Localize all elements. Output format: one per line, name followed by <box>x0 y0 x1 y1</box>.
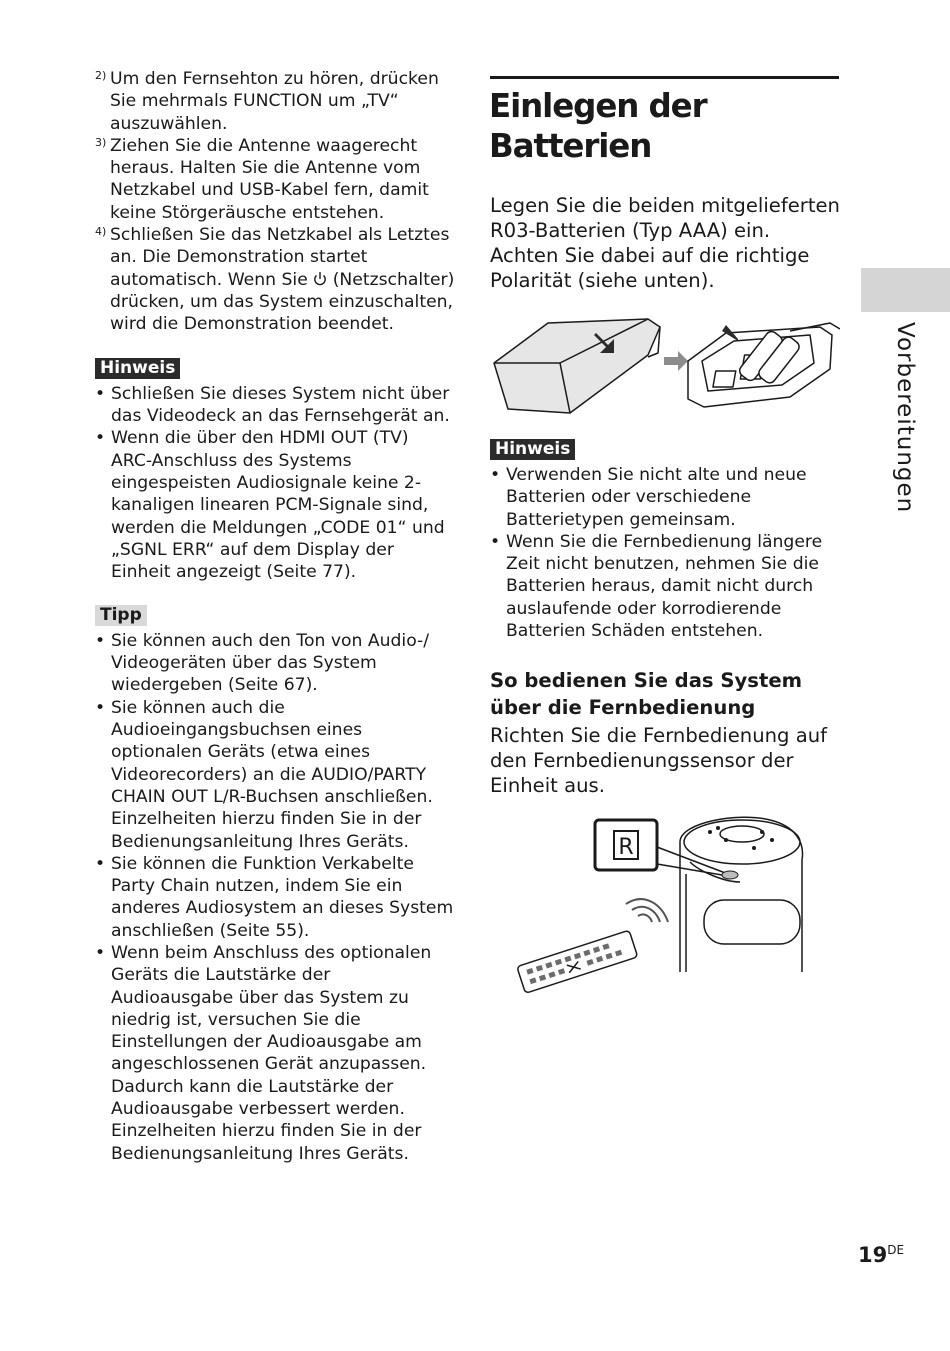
list-item: • Schließen Sie dieses System nicht über das Videodeck an das Fernsehgerät an. <box>95 383 450 427</box>
list-item: • Sie können auch den Ton von Audio-/ Videogeräten über das System wiedergeben (Seite 67). <box>95 630 430 696</box>
footnote-4 <box>95 224 455 335</box>
page-number-value: 19 <box>858 1243 888 1267</box>
hinweis-label: Hinweis <box>490 439 575 460</box>
hinweis-label: Hinweis <box>95 358 180 379</box>
right-column <box>490 76 840 1002</box>
tipp-label: Tipp <box>95 605 147 626</box>
list-item: • Wenn beim Anschluss des optionalen Geräts die Lautstärke der Audioausgabe über das System zu niedrig ist, versuchen Sie die Einstellungen der Audioausgabe am angeschlossenen Gerät anzupassen. Dadurch kann die Lautstärke der Audioausgabe verbessert werden. Einzelheiten hierzu finden Sie in der Bedienungsanleitung Ihres Geräts. <box>95 942 432 1164</box>
battery-illustration <box>490 313 840 418</box>
list-item: • Wenn die über den HDMI OUT (TV) ARC-Anschluss des Systems eingespeisten Audiosignale keine 2-kanaligen linearen PCM-Signale sind, werden die Meldungen „CODE 01“ und „SGNL ERR“ auf dem Display der Einheit angezeigt (Seite 77). <box>95 428 445 583</box>
page-number-suffix: DE <box>887 1243 905 1257</box>
footnote-text <box>110 224 455 335</box>
page-title: Einlegen der Batterien <box>489 87 707 165</box>
hinweis-section-right <box>490 439 840 642</box>
list-item: • Verwenden Sie nicht alte und neue Batterien oder verschiedene Batterietypen gemeinsam. <box>490 465 807 530</box>
footnote-mark: 2) <box>95 69 107 82</box>
title-rule <box>490 76 839 79</box>
hinweis-section-left <box>95 357 455 584</box>
sensor-symbol: R <box>618 835 634 861</box>
remote-sensor-illustration <box>490 812 810 1002</box>
page-number <box>858 1243 904 1267</box>
section-heading: So bedienen Sie das System über die Fernbedienung <box>490 669 803 720</box>
power-icon <box>313 270 327 290</box>
footnote-mark: 3) <box>95 135 107 149</box>
footnote-text-after: (Netzschalter) drücken, um das System einzuschalten, wird die Demonstration beendet. <box>110 269 455 335</box>
section-text: Richten Sie die Fernbedienung auf den Fernbedienungssensor der Einheit aus. <box>490 724 828 798</box>
footnote-mark: 4) <box>95 225 107 239</box>
footnote-text-before: Schließen Sie das Netzkabel als Letztes an. Die Demonstration startet automatisch. Wenn Sie <box>110 225 450 290</box>
section-side-tab <box>861 268 950 312</box>
footnote-3 <box>95 135 455 224</box>
footnote-text: Um den Fernsehton zu hören, drücken Sie mehrmals FUNCTION um „TV“ auszuwählen. <box>110 69 439 134</box>
tipp-section <box>95 604 455 1165</box>
section-side-label: Vorbereitungen <box>892 322 918 514</box>
footnote-2 <box>95 68 455 135</box>
list-item: • Sie können auch die Audioeingangsbuchsen eines optionalen Geräts (etwa eines Videorecorders) an die AUDIO/PARTY CHAIN OUT L/R-Buchsen anschließen. Einzelheiten hierzu finden Sie in der Bedienungsanleitung Ihres Geräts. <box>95 697 433 852</box>
left-column <box>95 68 455 1165</box>
intro-text: Legen Sie die beiden mitgelieferten R03-Batterien (Typ AAA) ein. Achten Sie dabei auf die richtige Polarität (siehe unten). <box>490 194 840 292</box>
list-item: • Wenn Sie die Fernbedienung längere Zeit nicht benutzen, nehmen Sie die Batterien heraus, damit nicht durch auslaufende oder korrodierende Batterien Schäden entstehen. <box>490 531 823 642</box>
footnote-text: Ziehen Sie die Antenne waagerecht heraus. Halten Sie die Antenne vom Netzkabel und USB-Kabel fern, damit keine Störgeräusche entstehen. <box>110 135 429 223</box>
list-item: • Sie können die Funktion Verkabelte Party Chain nutzen, indem Sie ein anderes Audiosystem an dieses System anschließen (Seite 55). <box>95 853 454 941</box>
